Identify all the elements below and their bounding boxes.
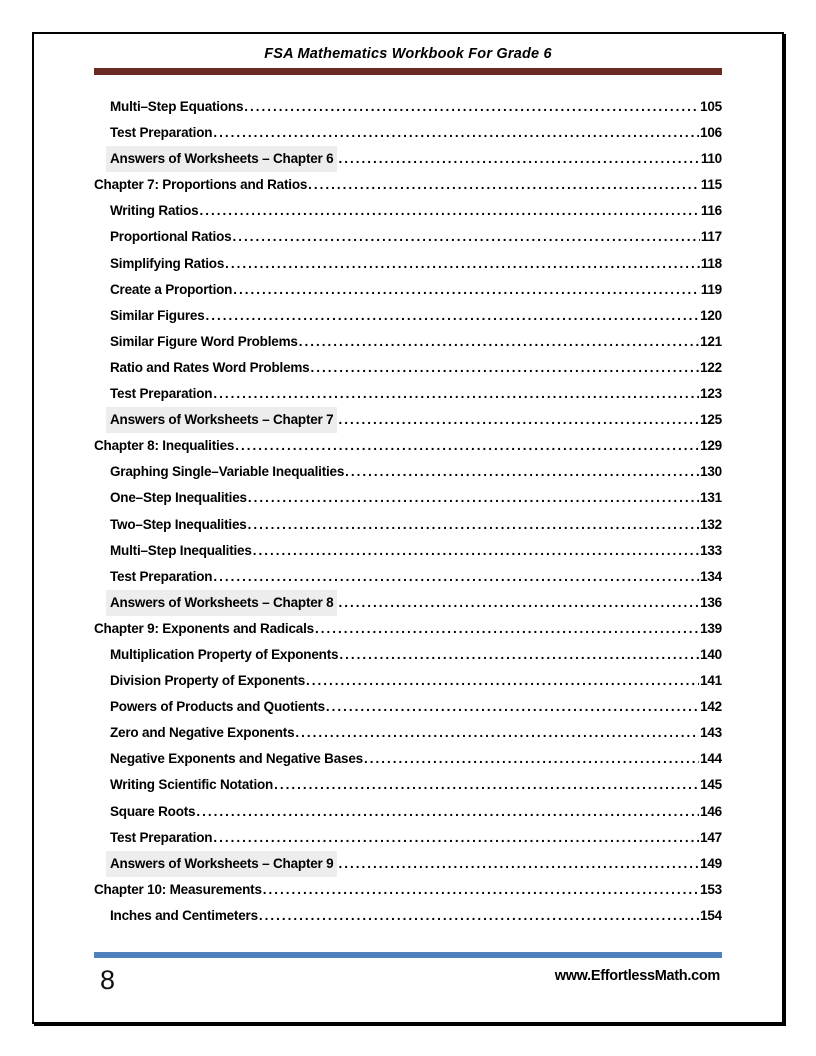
- dot-leader: [274, 772, 699, 798]
- toc-row[interactable]: [94, 146, 722, 172]
- toc-entry-page[interactable]: 143: [700, 725, 722, 741]
- toc-entry-label[interactable]: Chapter 10: Measurements: [94, 881, 262, 897]
- toc-row[interactable]: [94, 642, 722, 668]
- dot-leader: [308, 172, 700, 198]
- dot-leader: [235, 433, 699, 459]
- toc-entry-page[interactable]: 105: [700, 99, 722, 114]
- toc-entry-label[interactable]: Writing Ratios: [110, 203, 199, 219]
- toc-entry-page[interactable]: 119: [700, 281, 722, 297]
- toc-row[interactable]: [94, 538, 722, 564]
- dot-leader: [248, 512, 699, 538]
- website-link[interactable]: www.EffortlessMath.com: [554, 968, 720, 984]
- toc-entry-label[interactable]: Answers of Worksheets – Chapter 6: [106, 146, 337, 172]
- dot-leader: [315, 616, 699, 642]
- toc-row[interactable]: [94, 590, 722, 616]
- toc-entry-label[interactable]: Test Preparation: [110, 125, 213, 141]
- toc-row[interactable]: [94, 668, 722, 694]
- dot-leader: [338, 590, 699, 616]
- dot-leader: [213, 825, 699, 851]
- dot-leader: [299, 329, 699, 355]
- page-border-frame: [32, 32, 784, 1024]
- toc-entry-label[interactable]: Powers of Products and Quotients: [110, 699, 325, 715]
- footer-rule: [94, 952, 722, 958]
- toc-row[interactable]: [94, 877, 722, 903]
- dot-leader: [263, 877, 699, 903]
- toc-row[interactable]: [94, 94, 722, 120]
- dot-leader: [364, 746, 699, 772]
- toc-row[interactable]: [94, 616, 722, 642]
- dot-leader: [326, 694, 699, 720]
- toc-row[interactable]: [94, 251, 722, 277]
- toc-entry-page[interactable]: 116: [700, 203, 722, 219]
- toc-entry-page[interactable]: 134: [700, 568, 722, 584]
- toc-row[interactable]: [94, 120, 722, 146]
- toc-row[interactable]: [94, 746, 722, 772]
- toc-entry-label[interactable]: Zero and Negative Exponents: [110, 725, 295, 741]
- dot-leader: [338, 851, 699, 877]
- page-number: 8: [100, 965, 116, 995]
- toc-entry-label[interactable]: Chapter 9: Exponents and Radicals: [94, 620, 314, 636]
- dot-leader: [295, 720, 699, 746]
- toc-entry-label[interactable]: Proportional Ratios: [110, 229, 232, 245]
- toc-row[interactable]: [94, 903, 722, 929]
- toc-entry-page[interactable]: 123: [700, 386, 722, 402]
- dot-leader: [213, 381, 699, 407]
- toc-row[interactable]: [94, 512, 722, 538]
- dot-leader: [338, 407, 699, 433]
- toc-row[interactable]: [94, 694, 722, 720]
- toc-row[interactable]: [94, 485, 722, 511]
- dot-leader: [232, 224, 699, 250]
- toc-entry-page[interactable]: 122: [700, 359, 722, 375]
- toc-row[interactable]: [94, 381, 722, 407]
- toc-row[interactable]: [94, 198, 722, 224]
- dot-leader: [253, 538, 699, 564]
- toc-entry-label[interactable]: Create a Proportion: [110, 281, 233, 297]
- toc-row[interactable]: [94, 303, 722, 329]
- toc-entry-page[interactable]: 106: [700, 125, 722, 141]
- toc-row[interactable]: [94, 277, 722, 303]
- toc-row[interactable]: [94, 355, 722, 381]
- toc-entry-label[interactable]: Answers of Worksheets – Chapter 9: [106, 851, 337, 877]
- toc-entry-page[interactable]: 147: [700, 829, 722, 845]
- toc-entry-label[interactable]: Chapter 8: Inequalities: [94, 438, 235, 454]
- toc-row[interactable]: [94, 459, 722, 485]
- toc-entry-label[interactable]: Two–Step Inequalities: [110, 516, 247, 532]
- toc-row[interactable]: [94, 224, 722, 250]
- toc-entry-label[interactable]: Similar Figure Word Problems: [110, 333, 298, 349]
- toc-entry-label[interactable]: Answers of Worksheets – Chapter 7: [106, 407, 337, 433]
- toc-entry-label[interactable]: Writing Scientific Notation: [110, 777, 274, 793]
- toc-entry-label[interactable]: Multi–Step Inequalities: [110, 542, 252, 558]
- dot-leader: [306, 668, 699, 694]
- toc-entry-label[interactable]: Inches and Centimeters: [110, 907, 258, 923]
- toc-entry-label[interactable]: Test Preparation: [110, 829, 213, 845]
- toc-entry-page[interactable]: 139: [700, 620, 722, 636]
- toc-entry-page[interactable]: 120: [700, 307, 722, 323]
- dot-leader: [338, 146, 699, 172]
- dot-leader: [259, 903, 699, 929]
- toc-entry-label[interactable]: Graphing Single–Variable Inequalities: [110, 464, 345, 480]
- toc-entry-page[interactable]: 142: [700, 699, 722, 715]
- toc-entry-label[interactable]: Negative Exponents and Negative Bases: [110, 751, 363, 767]
- toc-entry-page[interactable]: 153: [700, 881, 722, 897]
- dot-leader: [213, 564, 699, 590]
- toc-row[interactable]: [94, 825, 722, 851]
- toc-entry-page[interactable]: 140: [700, 646, 722, 662]
- toc-row[interactable]: [94, 564, 722, 590]
- toc-entry-page[interactable]: 129: [700, 438, 722, 454]
- toc-row[interactable]: [94, 172, 722, 198]
- toc-entry-label[interactable]: Simplifying Ratios: [110, 255, 225, 271]
- toc-entry-page[interactable]: 118: [700, 255, 722, 271]
- toc-entry-page[interactable]: 146: [700, 803, 722, 819]
- toc-entry-label[interactable]: Ratio and Rates Word Problems: [110, 359, 310, 375]
- toc-entry-label[interactable]: One–Step Inequalities: [110, 490, 247, 506]
- toc-entry-label[interactable]: Chapter 7: Proportions and Ratios: [94, 177, 308, 193]
- toc-entry-page[interactable]: 125: [700, 412, 722, 428]
- toc-row[interactable]: [94, 407, 722, 433]
- book-title: FSA Mathematics Workbook For Grade 6: [264, 46, 552, 62]
- toc-entry-page[interactable]: 115: [700, 177, 722, 193]
- dot-leader: [345, 459, 699, 485]
- toc-entry-label[interactable]: Similar Figures: [110, 307, 205, 323]
- toc-row[interactable]: [94, 851, 722, 877]
- toc-entry-label[interactable]: Test Preparation: [110, 568, 213, 584]
- toc-entry-label[interactable]: Division Property of Exponents: [110, 673, 306, 689]
- toc-entry-page[interactable]: 117: [700, 229, 722, 245]
- toc-entry-page[interactable]: 145: [700, 777, 722, 793]
- toc-row[interactable]: [94, 329, 722, 355]
- toc-entry-label[interactable]: Square Roots: [110, 803, 196, 819]
- toc-entry-page[interactable]: 132: [700, 516, 722, 532]
- toc-entry-page[interactable]: 110: [700, 151, 722, 167]
- toc-row[interactable]: [94, 720, 722, 746]
- dot-leader: [225, 251, 700, 277]
- toc-entry-label[interactable]: Multi–Step Equations: [110, 99, 244, 114]
- toc-row[interactable]: [94, 772, 722, 798]
- toc-entry-label[interactable]: Test Preparation: [110, 386, 213, 402]
- dot-leader: [339, 642, 699, 668]
- toc-entry-page[interactable]: 130: [700, 464, 722, 480]
- toc-entry-page[interactable]: 136: [700, 594, 722, 610]
- toc-entry-page[interactable]: 121: [700, 333, 722, 349]
- toc-entry-label[interactable]: Answers of Worksheets – Chapter 8: [106, 590, 337, 616]
- header-rule: [94, 68, 722, 75]
- dot-leader: [213, 120, 699, 146]
- dot-leader: [199, 198, 699, 224]
- toc-entry-page[interactable]: 131: [700, 490, 722, 506]
- toc-entry-page[interactable]: 133: [700, 542, 722, 558]
- toc-entry-page[interactable]: 141: [700, 673, 722, 689]
- dot-leader: [244, 94, 699, 120]
- toc-list: [94, 94, 722, 929]
- dot-leader: [206, 303, 700, 329]
- page-header: [34, 46, 782, 75]
- dot-leader: [311, 355, 700, 381]
- toc-row[interactable]: [94, 433, 722, 459]
- dot-leader: [233, 277, 700, 303]
- toc-entry-page[interactable]: 154: [700, 907, 722, 923]
- dot-leader: [196, 799, 699, 825]
- toc-entry-label[interactable]: Multiplication Property of Exponents: [110, 646, 339, 662]
- toc-entry-page[interactable]: 144: [700, 751, 722, 767]
- dot-leader: [248, 485, 699, 511]
- toc-entry-page[interactable]: 149: [700, 855, 722, 871]
- toc-row[interactable]: [94, 799, 722, 825]
